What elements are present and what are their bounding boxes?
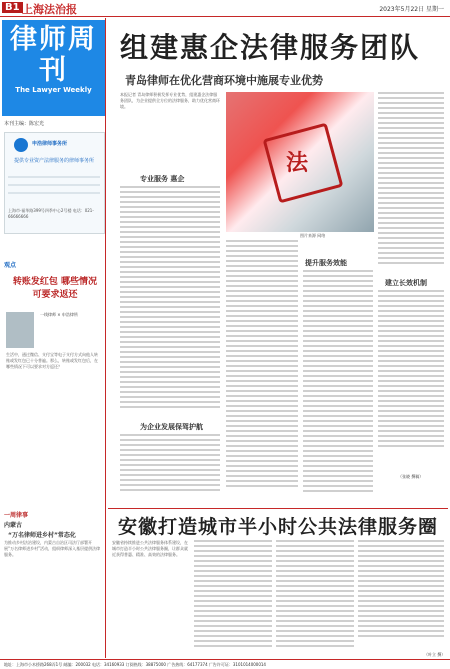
newspaper-name: 上海法治报 bbox=[22, 3, 77, 16]
partner-slogan: 提供专业资产法律服务的律师事务所 bbox=[13, 158, 94, 164]
section-heading: 专业服务 惠企 bbox=[140, 175, 185, 183]
footer: 地址：上海市小木桥路268弄1号 邮编：200032 电话：34160933 订阅热线：38875000 广告热线：64177374 广告许可证：3101014000014 bbox=[0, 659, 450, 668]
article-text-block bbox=[194, 540, 272, 652]
weekly-body: 为推动乡村法治建设，内蒙古自治区司法厅部署开展“万名律师进乡村”活动，组织律师深入基层提供法律服务。 bbox=[4, 540, 101, 557]
photo-credit: 图片来源 网络 bbox=[300, 233, 326, 238]
section-heading: 为企业发展保驾护航 bbox=[140, 423, 203, 431]
brand-english-title: The Lawyer Weekly bbox=[15, 86, 92, 94]
page-number: B1 bbox=[2, 2, 23, 13]
seal-mark: 法 bbox=[286, 150, 309, 176]
main-headline: 组建惠企法律服务团队 bbox=[120, 31, 421, 64]
section-heading: 建立长效机制 bbox=[385, 279, 427, 287]
partner-name: 申浩律师事务所 bbox=[32, 141, 68, 147]
article-text-block bbox=[378, 290, 444, 450]
brand-title: 律师周刊 bbox=[10, 24, 97, 86]
opinion-body: 生活中，通过微信、支付宝等电子支付方式向他人转账或发红包已十分普遍。那么，转账或发红包后，在哪些情况下可以要求对方返还？ bbox=[6, 352, 98, 369]
publication-date: 2023年5月22日 星期一 bbox=[379, 6, 444, 13]
article-text-block bbox=[358, 540, 444, 652]
section-divider bbox=[108, 508, 448, 509]
firm-logo-icon bbox=[14, 138, 28, 152]
ad-line bbox=[8, 192, 100, 194]
second-article-author: （叶立 撰） bbox=[424, 652, 446, 657]
opinion-author: 一线律师 × 申浩律所 bbox=[40, 312, 78, 317]
main-subhead: 青岛律师在优化营商环境中施展专业优势 bbox=[125, 74, 323, 87]
second-headline: 安徽打造城市半小时公共法律服务圈 bbox=[118, 516, 439, 538]
article-intro: 本报记者 青岛律师积极发挥专业优势，组建惠企法律服务团队，为企业提供全方位的法律服务，助力优化营商环境。 bbox=[120, 92, 220, 109]
partner-address: 上海市·福华路399号四季中心2号楼 电话：021-66666666 bbox=[8, 208, 94, 219]
second-article-body: 安徽省持续推进公共法律服务体系建设，在城市打造半小时公共法律服务圈，让群众就近获得普惠、精准、高效的法律服务。 bbox=[112, 540, 188, 557]
editor-line: 本刊主编：陈宏光 bbox=[4, 121, 45, 127]
section-heading: 提升服务效能 bbox=[305, 259, 347, 267]
author-photo bbox=[6, 312, 34, 348]
weekly-title: “万名律师进乡村”常态化 bbox=[8, 532, 76, 539]
ad-line bbox=[8, 184, 100, 186]
article-author: （张晓 撰稿） bbox=[398, 474, 424, 479]
weekly-news-label: 一周律事 bbox=[4, 512, 29, 519]
weekly-region: 内蒙古 bbox=[4, 522, 23, 529]
article-text-block bbox=[276, 540, 354, 652]
article-text-block bbox=[378, 92, 444, 272]
section-tag: 观点 bbox=[4, 262, 17, 269]
article-text-block bbox=[303, 270, 373, 500]
opinion-title: 转账发红包 哪些情况可要求返还 bbox=[12, 277, 98, 300]
article-text-block bbox=[226, 240, 298, 500]
article-text-block bbox=[120, 186, 220, 416]
ad-line bbox=[8, 176, 100, 178]
article-text-block bbox=[120, 434, 220, 494]
